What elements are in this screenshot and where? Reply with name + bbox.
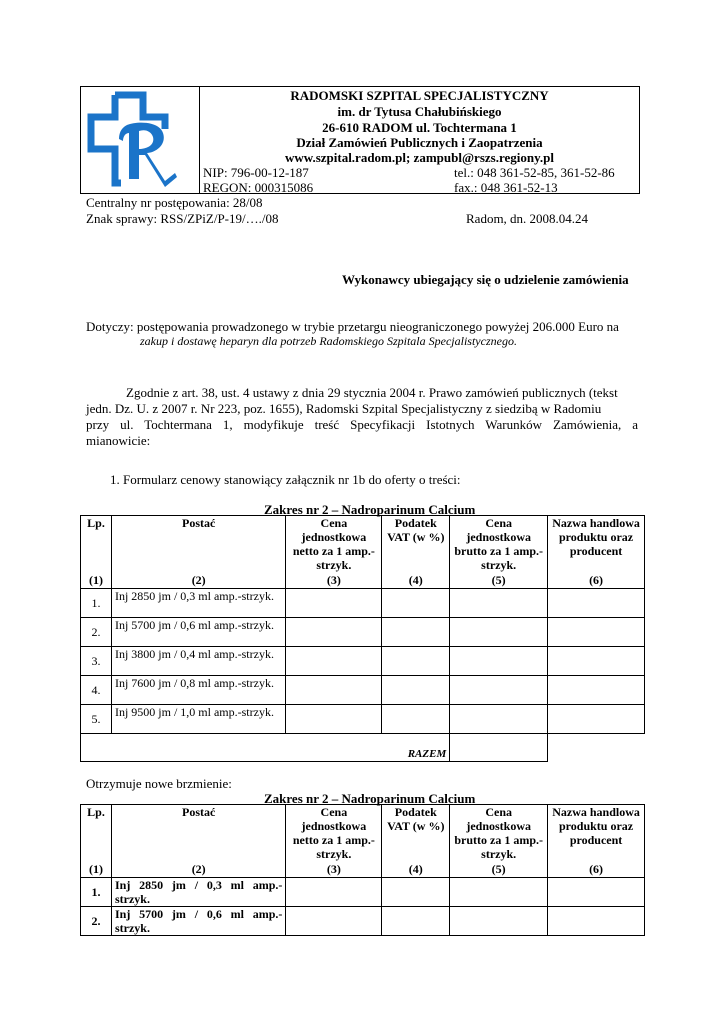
org-address: 26-610 RADOM ul. Tochtermana 1 — [322, 120, 517, 135]
row-lp: 4. — [81, 676, 112, 705]
header-product-name: Nazwa handlowa produktu oraz producent (6) — [548, 805, 645, 878]
logo-cell — [81, 87, 200, 193]
input-gross-price[interactable] — [450, 589, 548, 618]
header-gross-price: Cena jednostkowa brutto za 1 amp.-strzyk. (5) — [450, 516, 548, 589]
header-net-price: Cena jednostkowa netto za 1 amp.-strzyk. (3) — [286, 516, 382, 589]
input-vat[interactable] — [382, 647, 450, 676]
row-lp: 2. — [81, 907, 112, 936]
subject-line-2: zakup i dostawę heparyn dla potrzeb Radomskiego Szpitala Specjalistycznego. — [140, 334, 517, 348]
total-label: RAZEM — [81, 734, 450, 762]
row-postac: Inj 5700 jm / 0,6 ml amp.-strzyk. — [111, 907, 285, 936]
org-patron: im. dr Tytusa Chałubińskiego — [337, 104, 502, 119]
subject-line-1: Dotyczy: postępowania prowadzonego w trybie przetargu nieograniczonego powyżej 206.000 Euro na — [86, 319, 619, 334]
central-number: Centralny nr postępowania: 28/08 — [86, 195, 263, 210]
input-gross-price[interactable] — [450, 618, 548, 647]
input-net-price[interactable] — [286, 907, 382, 936]
org-regon: REGON: 000315086 — [203, 180, 314, 195]
input-net-price[interactable] — [286, 878, 382, 907]
place-date: Radom, dn. 2008.04.24 — [466, 211, 589, 226]
input-gross-price[interactable] — [450, 878, 548, 907]
total-row — [81, 734, 645, 762]
input-gross-price[interactable] — [450, 647, 548, 676]
input-vat[interactable] — [382, 589, 450, 618]
input-vat[interactable] — [382, 618, 450, 647]
input-net-price[interactable] — [286, 618, 382, 647]
hospital-logo-icon — [81, 87, 199, 193]
row-postac: Inj 2850 jm / 0,3 ml amp.-strzyk. — [111, 878, 285, 907]
org-name: RADOMSKI SZPITAL SPECJALISTYCZNY — [290, 88, 549, 103]
input-vat[interactable] — [382, 676, 450, 705]
org-tel: tel.: 048 361-52-85, 361-52-86 — [454, 165, 615, 180]
row-postac: Inj 9500 jm / 1,0 ml amp.-strzyk. — [111, 705, 285, 734]
org-fax: fax.: 048 361-52-13 — [454, 180, 558, 195]
input-vat[interactable] — [382, 705, 450, 734]
org-web-email: www.szpital.radom.pl; zampubl@rszs.regiony.pl — [285, 150, 554, 165]
input-gross-price[interactable] — [450, 705, 548, 734]
org-department: Dział Zamówień Publicznych i Zaopatrzenia — [296, 135, 543, 150]
input-net-price[interactable] — [286, 705, 382, 734]
input-gross-price[interactable] — [450, 907, 548, 936]
row-postac: Inj 7600 jm / 0,8 ml amp.-strzyk. — [111, 676, 285, 705]
input-vat[interactable] — [382, 878, 450, 907]
body-line-4: mianowicie: — [86, 433, 151, 448]
case-reference: Znak sprawy: RSS/ZPiZ/P-19/…./08 — [86, 211, 279, 226]
row-lp: 2. — [81, 618, 112, 647]
input-product-name[interactable] — [548, 676, 645, 705]
input-product-name[interactable] — [548, 589, 645, 618]
input-product-name[interactable] — [548, 907, 645, 936]
table1-title: Zakres nr 2 – Nadroparinum Calcium — [264, 502, 476, 517]
table-row — [81, 907, 645, 936]
table-row — [81, 589, 645, 618]
row-lp: 1. — [81, 589, 112, 618]
header-net-price: Cena jednostkowa netto za 1 amp.-strzyk. (3) — [286, 805, 382, 878]
body-line-2: jedn. Dz. U. z 2007 r. Nr 223, poz. 1655), Radomski Szpital Specjalistyczny z siedzibą w Radomiu — [86, 401, 602, 416]
input-product-name[interactable] — [548, 705, 645, 734]
header-vat: Podatek VAT (w %) (4) — [382, 516, 450, 589]
row-postac: Inj 2850 jm / 0,3 ml amp.-strzyk. — [111, 589, 285, 618]
row-lp: 1. — [81, 878, 112, 907]
row-lp: 3. — [81, 647, 112, 676]
table2-title: Zakres nr 2 – Nadroparinum Calcium — [264, 791, 476, 806]
price-table-new — [80, 804, 645, 936]
addressee: Wykonawcy ubiegający się o udzielenie zamówienia — [342, 272, 629, 287]
row-lp: 5. — [81, 705, 112, 734]
list-item-1: 1. Formularz cenowy stanowiący załącznik nr 1b do oferty o treści: — [110, 472, 461, 487]
header-postac: Postać (2) — [111, 805, 285, 878]
table-row — [81, 878, 645, 907]
input-net-price[interactable] — [286, 676, 382, 705]
header-lp: Lp. (1) — [81, 516, 112, 589]
input-product-name[interactable] — [548, 647, 645, 676]
input-net-price[interactable] — [286, 647, 382, 676]
input-net-price[interactable] — [286, 589, 382, 618]
org-nip: NIP: 796-00-12-187 — [203, 165, 309, 180]
input-vat[interactable] — [382, 907, 450, 936]
table-row — [81, 705, 645, 734]
table-row — [81, 647, 645, 676]
input-gross-price[interactable] — [450, 676, 548, 705]
header-gross-price: Cena jednostkowa brutto za 1 amp.-strzyk. (5) — [450, 805, 548, 878]
header-postac: Postać (2) — [111, 516, 285, 589]
organization-info — [200, 87, 639, 193]
new-wording-label: Otrzymuje nowe brzmienie: — [86, 776, 232, 791]
header-product-name: Nazwa handlowa produktu oraz producent (6) — [548, 516, 645, 589]
row-postac: Inj 3800 jm / 0,4 ml amp.-strzyk. — [111, 647, 285, 676]
letterhead — [80, 86, 640, 194]
input-total[interactable] — [450, 734, 548, 762]
row-postac: Inj 5700 jm / 0,6 ml amp.-strzyk. — [111, 618, 285, 647]
input-product-name[interactable] — [548, 878, 645, 907]
header-lp: Lp. (1) — [81, 805, 112, 878]
table-row — [81, 676, 645, 705]
input-product-name[interactable] — [548, 618, 645, 647]
header-vat: Podatek VAT (w %) (4) — [382, 805, 450, 878]
body-line-3: przy ul. Tochtermana 1, modyfikuje treść Specyfikacji Istotnych Warunków Zamówienia, a — [86, 417, 638, 432]
price-table-original — [80, 515, 645, 762]
body-line-1: Zgodnie z art. 38, ust. 4 ustawy z dnia 29 stycznia 2004 r. Prawo zamówień publicznych (tekst — [126, 385, 618, 400]
table-row — [81, 618, 645, 647]
